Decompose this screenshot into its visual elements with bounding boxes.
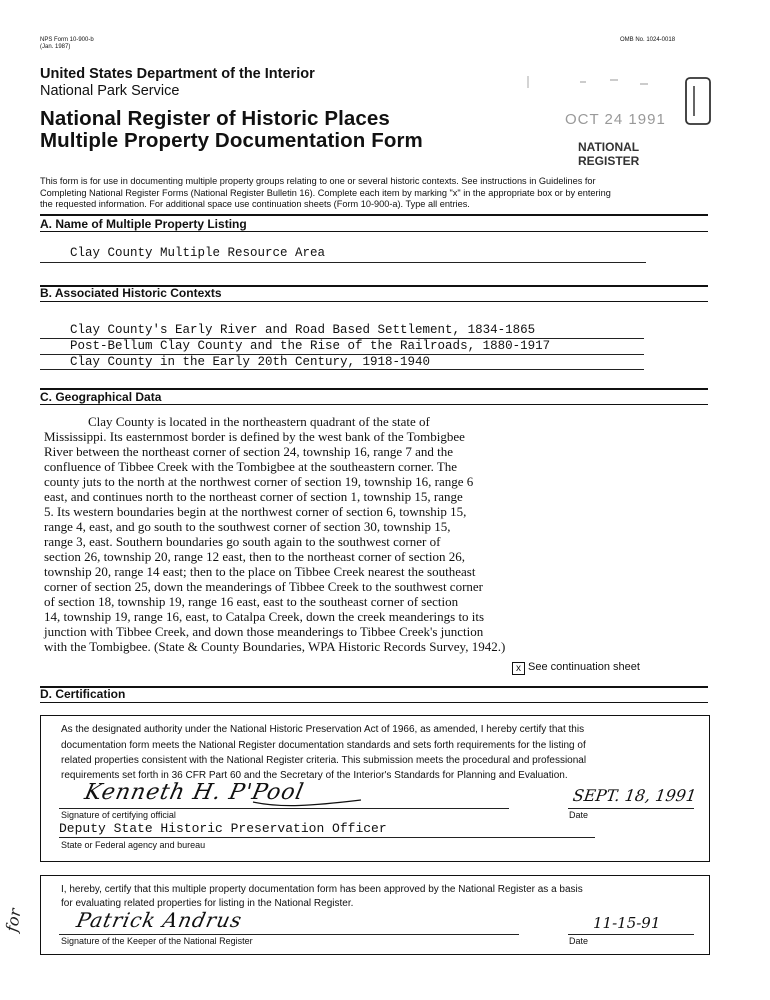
geo-text-line: confluence of Tibbee Creek with the Tombigbee at the southeastern corner. The: [44, 459, 458, 474]
cert-text-line: As the designated authority under the National Historic Preservation Act of 1966, as amended, I hereby certify that this: [61, 724, 585, 735]
instructions-line: Completing National Register Forms (National Register Bulletin 16). Complete each item by marking "x" in the appropriate box or by entering: [40, 187, 611, 198]
entry-underline: [40, 369, 644, 370]
geo-text-line: township 20, range 14 east; then to the place on Tibbee Creek nearest the southeast: [44, 564, 476, 579]
historic-context-item: Clay County's Early River and Road Based Settlement, 1834-1865: [70, 323, 536, 337]
certifying-signature: Kenneth H. P'Pool: [82, 780, 307, 805]
geo-text-line: range 4, east, and go south to the southwest corner of section 30, township 15,: [44, 519, 451, 534]
date-underline: [568, 808, 694, 809]
entry-underline: [40, 262, 646, 263]
geo-text-line: range 3, east. Southern boundaries go south again to the southwest corner of: [44, 534, 441, 549]
agency-underline: [59, 837, 595, 838]
instructions-line: the requested information. For additional space use continuation sheets (Form 10-900-a). Type all entries.: [40, 199, 470, 209]
form-number: NPS Form 10-900-b: [40, 37, 94, 43]
department-name: United States Department of the Interior: [40, 66, 315, 82]
margin-handwriting: for: [2, 907, 25, 934]
date-label: Date: [569, 810, 589, 820]
geo-text-line: with the Tombigbee. (State & County Boundaries, WPA Historic Records Survey, 1942.): [44, 639, 506, 654]
geo-text-line: 14, township 19, range 16, east, to Catalpa Creek, down the creek meanderings to its: [44, 609, 485, 624]
multiple-property-name: Clay County Multiple Resource Area: [70, 246, 326, 260]
instructions: [40, 176, 611, 211]
page-subtitle: Multiple Property Documentation Form: [40, 129, 423, 152]
continuation-checkbox[interactable]: x: [512, 662, 525, 675]
stamp-date: OCT 24 1991: [565, 111, 666, 128]
geo-text-line: Mississippi. Its easternmost border is defined by the west bank of the Tombigbee: [44, 429, 465, 444]
omb-number: OMB No. 1024-0018: [620, 37, 676, 43]
section-d-title: D. Certification: [40, 687, 126, 701]
section-divider: [40, 231, 708, 232]
section-divider: [40, 702, 708, 703]
keeper-date-underline: [568, 934, 694, 935]
service-name: National Park Service: [40, 83, 180, 99]
keeper-date-label: Date: [569, 936, 589, 946]
instructions-line: This form is for use in documenting multiple property groups relating to one or several historic contexts. See instructions in Guidelines for: [40, 176, 596, 186]
cert-text-line: documentation form meets the National Register documentation standards and sets forth requirements for the listing of: [61, 740, 586, 751]
cert-text-line: requirements set forth in 36 CFR Part 60 and the Secretary of the Interior's Standards for Planning and Evaluation.: [61, 770, 568, 781]
certification-date: SEPT. 18, 1991: [571, 786, 698, 805]
keeper-signature: Patrick Andrus: [74, 908, 245, 932]
historic-context-item: Clay County in the Early 20th Century, 1918-1940: [70, 355, 431, 369]
stamp-marks: [520, 66, 720, 136]
signature-label: Signature of certifying official: [61, 810, 176, 820]
section-divider: [40, 301, 708, 302]
geo-text-line: county juts to the north at the northwest corner of section 19, township 16, range 6: [44, 474, 474, 489]
geo-text-line: 5. Its western boundaries begin at the northwest corner of section 6, township 15,: [44, 504, 467, 519]
section-a-title: A. Name of Multiple Property Listing: [40, 217, 247, 231]
keeper-box: [40, 875, 710, 955]
geo-text-line: River between the northeast corner of section 24, township 16, range 7 and the: [44, 444, 454, 459]
official-title: Deputy State Historic Preservation Officer: [59, 821, 387, 836]
agency-label: State or Federal agency and bureau: [61, 840, 206, 850]
keeper-text-line: I, hereby, certify that this multiple property documentation form has been approved by the National Register as a basis: [61, 884, 583, 895]
keeper-signature-underline: [59, 934, 519, 935]
section-c-title: C. Geographical Data: [40, 390, 162, 404]
geo-text-line: east, and continues north to the northeast corner of section 1, township 15, range: [44, 489, 463, 504]
historic-context-item: Post-Bellum Clay County and the Rise of the Railroads, 1880-1917: [70, 339, 551, 353]
geo-text-line: corner of section 25, down the meanderings of Tibbee Creek to the southwest corner: [44, 579, 484, 594]
certification-box: [40, 715, 710, 862]
received-stamp: [520, 66, 720, 176]
continuation-label: See continuation sheet: [528, 661, 640, 673]
stamp-register: REGISTER: [578, 154, 640, 168]
keeper-signature-label: Signature of the Keeper of the National Register: [61, 936, 253, 946]
keeper-date: 11-15-91: [593, 914, 661, 932]
signature-underline: [59, 808, 509, 809]
geo-text-line: of section 18, township 19, range 16 east, east to the southeast corner of section: [44, 594, 459, 609]
page-title: National Register of Historic Places: [40, 107, 390, 130]
section-divider: [40, 404, 708, 405]
section-divider: [40, 686, 708, 688]
stamp-national: NATIONAL: [578, 140, 640, 154]
geo-text-line: Clay County is located in the northeastern quadrant of the state of: [88, 414, 430, 429]
section-divider: [40, 214, 708, 216]
cert-text-line: related properties consistent with the National Register criteria. This submission meets the procedural and professional: [61, 755, 587, 766]
form-date: (Jan. 1987): [40, 44, 71, 50]
geo-text-line: section 26, township 20, range 12 east, then to the northeast corner of section 26,: [44, 549, 465, 564]
geo-text-line: junction with Tibbee Creek, and down those meanderings to Tibbee Creek's junction: [44, 624, 484, 639]
section-b-title: B. Associated Historic Contexts: [40, 286, 222, 300]
signature-flourish: [251, 790, 371, 810]
keeper-text-line: for evaluating related properties for listing in the National Register.: [61, 898, 354, 909]
